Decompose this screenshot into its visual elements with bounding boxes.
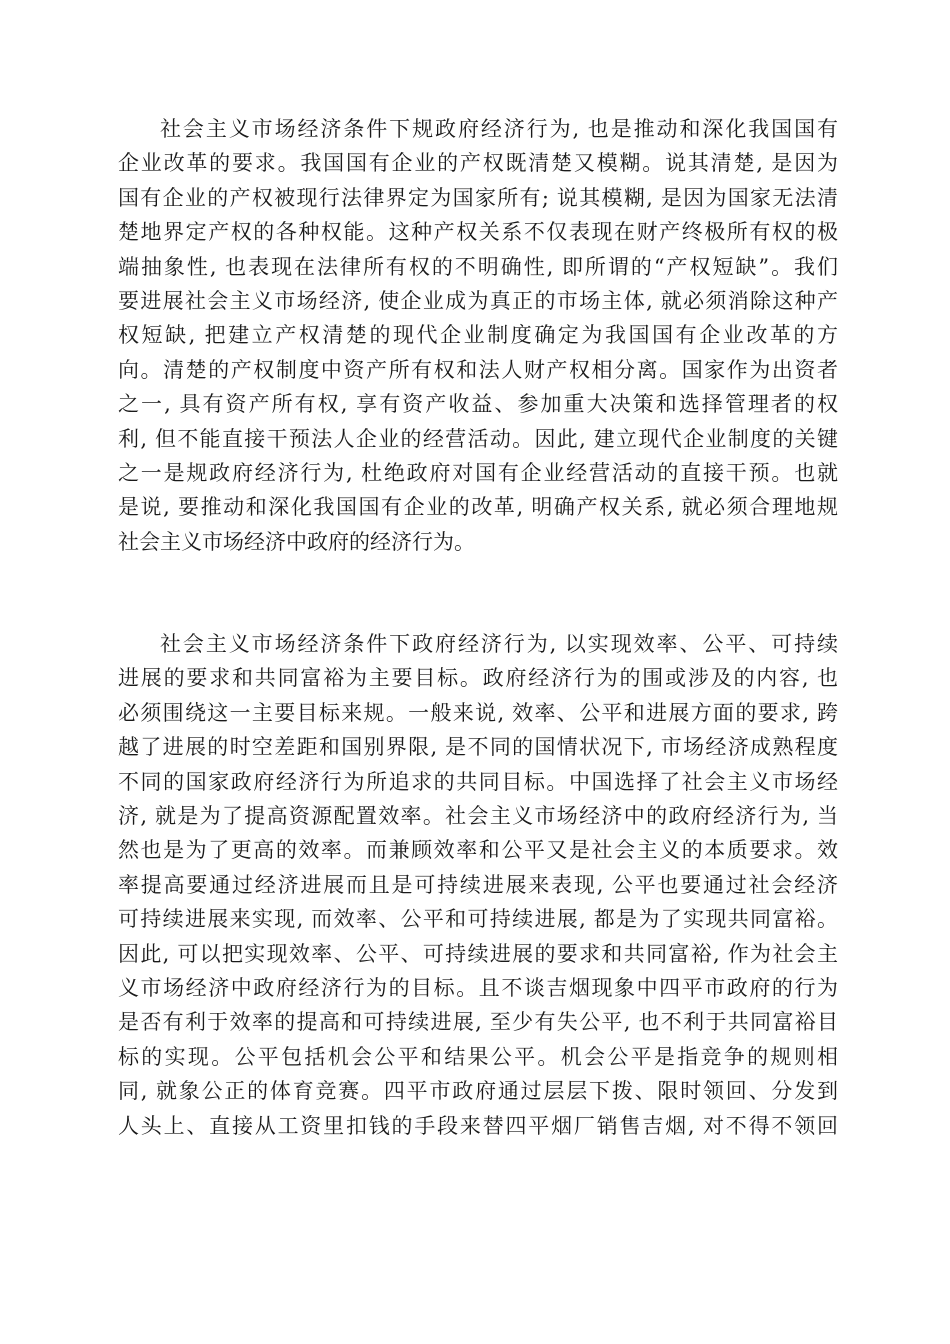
text-line: 是否有利于效率的提高和可持续进展, 至少有失公平, 也不利于共同富裕目 (118, 1010, 838, 1035)
paragraph-1 (118, 112, 838, 559)
text-line: 之一, 具有资产所有权, 享有资产收益、参加重大决策和选择管理者的权 (118, 392, 838, 417)
text-line: 人头上、直接从工资里扣钱的手段来替四平烟厂销售吉烟, 对不得不领回 (118, 1113, 838, 1138)
text-line: 端抽象性, 也表现在法律所有权的不明确性, 即所谓的“产权短缺”。我们 (118, 254, 838, 279)
text-line: 楚地界定产权的各种权能。这种产权关系不仅表现在财产终极所有权的极 (118, 220, 838, 245)
text-line: 同, 就象公正的体育竞赛。四平市政府通过层层下拨、限时领回、分发到 (118, 1079, 838, 1104)
text-line: 社会主义市场经济中政府的经济行为。 (118, 529, 475, 554)
text-line: 是说, 要推动和深化我国国有企业的改革, 明确产权关系, 就必须合理地规 (118, 495, 838, 520)
text-line: 必须围绕这一主要目标来规。一般来说, 效率、公平和进展方面的要求, 跨 (118, 700, 838, 725)
text-line: 社会主义市场经济条件下规政府经济行为, 也是推动和深化我国国有 (160, 117, 838, 141)
text-line: 向。清楚的产权制度中资产所有权和法人财产权相分离。国家作为出资者 (118, 357, 838, 382)
text-line: 社会主义市场经济条件下政府经济行为, 以实现效率、公平、可持续 (160, 632, 838, 656)
text-line: 义市场经济中政府经济行为的目标。且不谈吉烟现象中四平市政府的行为 (118, 976, 838, 1001)
text-line: 进展的要求和共同富裕为主要目标。政府经济行为的围或涉及的内容, 也 (118, 666, 838, 691)
text-line: 国有企业的产权被现行法律界定为国家所有; 说其模糊, 是因为国家无法清 (118, 185, 838, 210)
text-line: 济, 就是为了提高资源配置效率。社会主义市场经济中的政府经济行为, 当 (118, 804, 838, 829)
text-line: 然也是为了更高的效率。而兼顾效率和公平又是社会主义的本质要求。效 (118, 838, 838, 863)
paragraph-2 (118, 627, 838, 1143)
text-line: 越了进展的时空差距和国别界限, 是不同的国情状况下, 市场经济成熟程度 (118, 735, 838, 760)
text-line: 因此, 可以把实现效率、公平、可持续进展的要求和共同富裕, 作为社会主 (118, 941, 838, 966)
text-line: 可持续进展来实现, 而效率、公平和可持续进展, 都是为了实现共同富裕。 (118, 907, 838, 932)
text-line: 权短缺, 把建立产权清楚的现代企业制度确定为我国国有企业改革的方 (118, 323, 838, 348)
text-line: 率提高要通过经济进展而且是可持续进展来表现, 公平也要通过社会经济 (118, 872, 838, 897)
text-line: 利, 但不能直接干预法人企业的经营活动。因此, 建立现代企业制度的关键 (118, 426, 838, 451)
text-line: 之一是规政府经济行为, 杜绝政府对国有企业经营活动的直接干预。也就 (118, 461, 838, 486)
text-line: 不同的国家政府经济行为所追求的共同目标。中国选择了社会主义市场经 (118, 769, 838, 794)
text-line: 企业改革的要求。我国国有企业的产权既清楚又模糊。说其清楚, 是因为 (118, 151, 838, 176)
text-line: 标的实现。公平包括机会公平和结果公平。机会公平是指竞争的规则相 (118, 1044, 838, 1069)
text-line: 要进展社会主义市场经济, 使企业成为真正的市场主体, 就必须消除这种产 (118, 289, 838, 314)
